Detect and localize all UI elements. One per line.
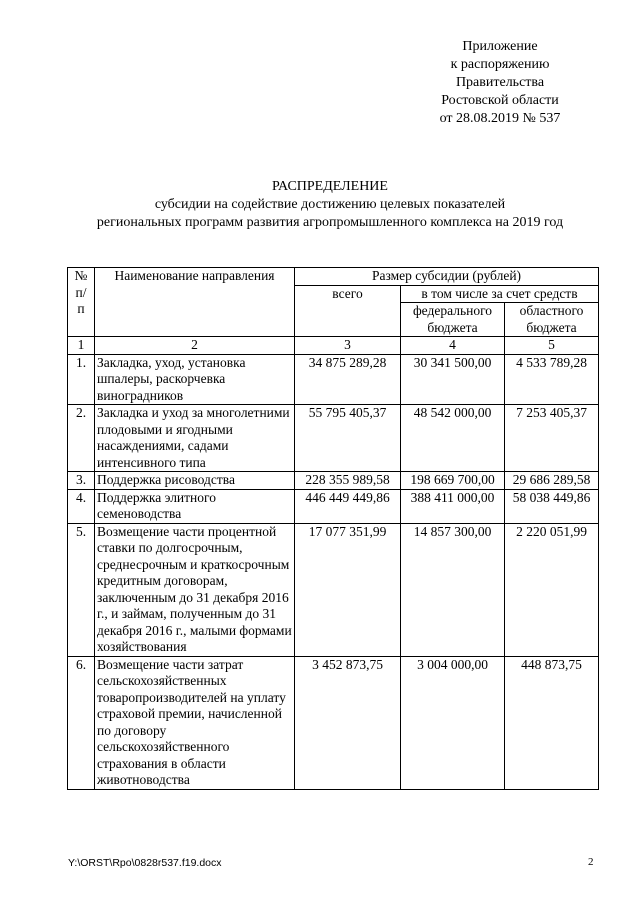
row-regional: 4 533 789,28	[505, 354, 599, 405]
header-amount: Размер субсидии (рублей)	[295, 268, 599, 286]
row-total: 34 875 289,28	[295, 354, 401, 405]
row-federal: 14 857 300,00	[401, 523, 505, 656]
header-regional: областного бюджета	[505, 303, 599, 337]
table-row	[68, 354, 599, 405]
row-regional: 2 220 051,99	[505, 523, 599, 656]
appendix-line: к распоряжению	[450, 57, 550, 72]
row-total: 55 795 405,37	[295, 405, 401, 472]
appendix-line: Правительства	[455, 75, 545, 90]
row-number: 5.	[68, 523, 95, 656]
table-row	[68, 656, 599, 789]
row-federal: 30 341 500,00	[401, 354, 505, 405]
header-total: всего	[295, 285, 401, 337]
title-line: субсидии на содействие достижению целевых показателей	[154, 197, 506, 212]
row-federal: 388 411 000,00	[401, 489, 505, 523]
table-row	[68, 472, 599, 490]
row-federal: 3 004 000,00	[401, 656, 505, 789]
appendix-line: Приложение	[462, 39, 538, 54]
appendix-line: от 28.08.2019 № 537	[439, 111, 561, 126]
appendix-line: Ростовской области	[441, 93, 559, 108]
row-total: 446 449 449,86	[295, 489, 401, 523]
column-number: 4	[401, 337, 505, 355]
row-name: Возмещение части затрат сельскохозяйственных товаропроизводителей на уплату страховой премии, начисленной по договору сельскохозяйственного страхования в области животноводства	[95, 656, 295, 789]
header-including: в том числе за счет средств	[401, 285, 599, 303]
row-name: Поддержка элитного семеноводства	[95, 489, 295, 523]
row-federal: 198 669 700,00	[401, 472, 505, 490]
header-row	[68, 268, 599, 286]
page-number: 2	[588, 856, 594, 868]
column-number: 3	[295, 337, 401, 355]
column-number-row	[68, 337, 599, 355]
row-name: Закладка и уход за многолетними плодовыми и ягодными насаждениями, садами интенсивного типа	[95, 405, 295, 472]
row-regional: 7 253 405,37	[505, 405, 599, 472]
row-number: 1.	[68, 354, 95, 405]
row-name: Возмещение части процентной ставки по долгосрочным, среднесрочным и краткосрочным кредитным договорам, заключенным до 31 декабря 2016 г., и займам, полученным до 31 декабря 2016 г., малыми формами хозяйствования	[95, 523, 295, 656]
row-number: 6.	[68, 656, 95, 789]
row-regional: 58 038 449,86	[505, 489, 599, 523]
row-number: 4.	[68, 489, 95, 523]
table-row	[68, 523, 599, 656]
distribution-table	[67, 267, 599, 790]
header-name: Наименование направления	[95, 268, 295, 337]
table-row	[68, 405, 599, 472]
document-title	[60, 178, 600, 232]
row-name: Поддержка рисоводства	[95, 472, 295, 490]
column-number: 2	[95, 337, 295, 355]
row-number: 3.	[68, 472, 95, 490]
row-total: 3 452 873,75	[295, 656, 401, 789]
header-num: № п/п	[68, 268, 95, 337]
row-total: 228 355 989,58	[295, 472, 401, 490]
title-line: региональных программ развития агропромышленного комплекса на 2019 год	[96, 215, 564, 230]
header-federal: федерального бюджета	[401, 303, 505, 337]
row-number: 2.	[68, 405, 95, 472]
column-number: 5	[505, 337, 599, 355]
table-row	[68, 489, 599, 523]
footer-file-path: Y:\ORST\Rpo\0828r537.f19.docx	[68, 857, 222, 869]
appendix-block	[420, 38, 580, 128]
row-federal: 48 542 000,00	[401, 405, 505, 472]
title-heading: РАСПРЕДЕЛЕНИЕ	[272, 179, 388, 194]
row-regional: 448 873,75	[505, 656, 599, 789]
row-name: Закладка, уход, установка шпалеры, раскорчевка виноградников	[95, 354, 295, 405]
row-regional: 29 686 289,58	[505, 472, 599, 490]
row-total: 17 077 351,99	[295, 523, 401, 656]
column-number: 1	[68, 337, 95, 355]
